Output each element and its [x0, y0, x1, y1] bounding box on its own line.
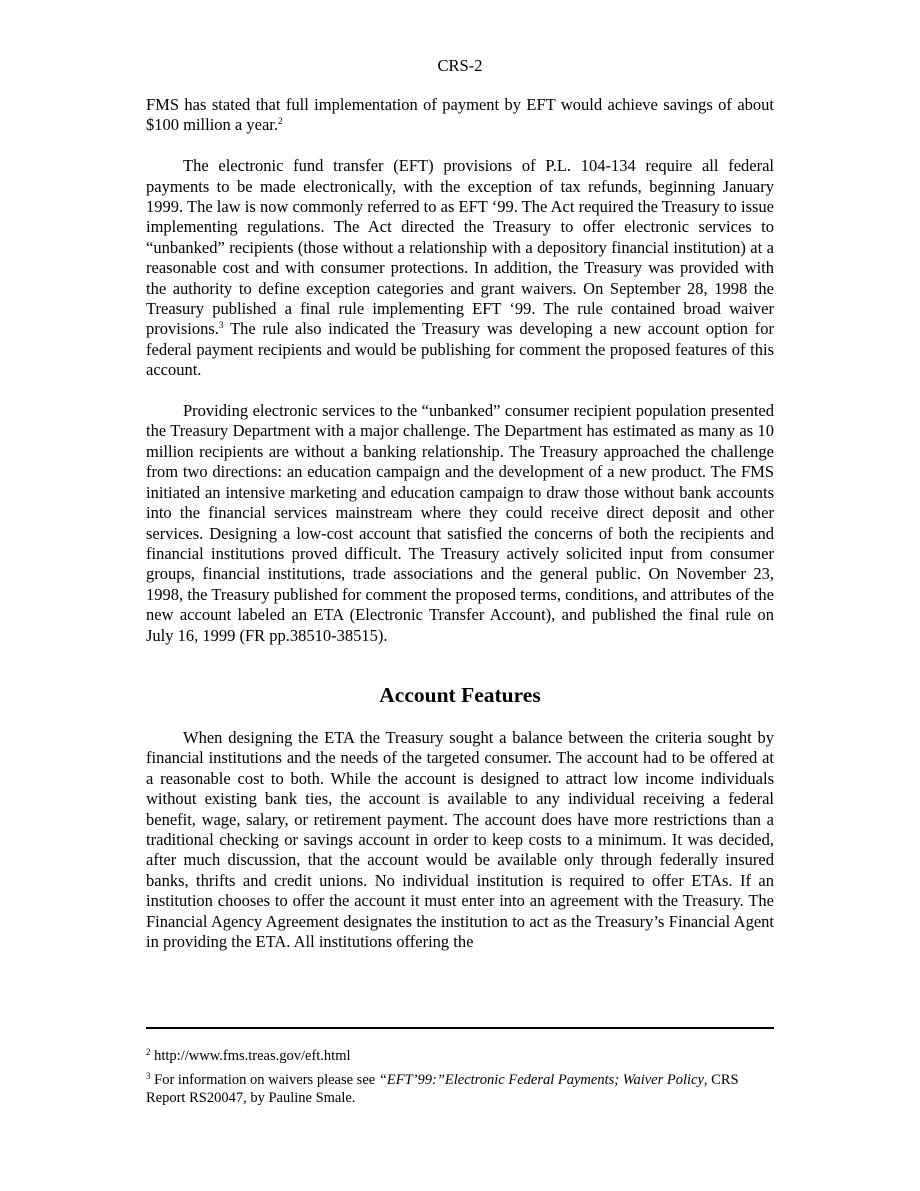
footnote-3-number: 3 — [146, 1071, 151, 1081]
paragraph-3-text: Providing electronic services to the “unbanked” consumer recipient population presented the Treasury Department with a major challenge. The Department has estimated as many as 10 million recipients are without a banking relationship. The Treasury approached the challenge from two directions: an education campaign and the development of a new product. The FMS initiated an intensive marketing and education campaign to draw those without bank accounts into the financial services mainstream where they could receive direct deposit and other services. Designing a low-cost account that satisfied the concerns of both the recipients and financial institutions proved difficult. The Treasury actively solicited input from consumer groups, financial institutions, trade associations and the general public. On November 23, 1998, the Treasury published for comment the proposed terms, conditions, and attributes of the new account labeled an ETA (Electronic Transfer Account), and published the final rule on July 16, 1999 (FR pp.38510-38515). — [146, 401, 774, 645]
body-text — [146, 95, 774, 952]
paragraph-1-text: FMS has stated that full implementation of payment by EFT would achieve savings of about $100 million a year. — [146, 95, 774, 135]
paragraph-4 — [146, 728, 774, 952]
paragraph-2-text-b: The rule also indicated the Treasury was developing a new account option for federal payment recipients and would be publishing for comment the proposed features of this account. — [146, 319, 774, 380]
footnote-3-text-before: For information on waivers please see — [150, 1072, 379, 1088]
footnotes — [146, 1047, 774, 1113]
paragraph-1 — [146, 95, 774, 136]
footnote-2-text: http://www.fms.treas.gov/eft.html — [150, 1048, 351, 1064]
paragraph-2 — [146, 156, 774, 380]
footnote-3-title: “EFT’99:”Electronic Federal Payments; Waiver Policy — [378, 1072, 704, 1088]
footnote-ref-3[interactable]: 3 — [218, 321, 224, 332]
footnote-2-number: 2 — [146, 1047, 151, 1057]
footnote-3 — [146, 1071, 774, 1107]
paragraph-4-text: When designing the ETA the Treasury sought a balance between the criteria sought by financial institutions and the needs of the targeted consumer. The account had to be offered at a reasonable cost to both. While the account is designed to attract low income individuals without existing bank ties, the account is available to any individual receiving a federal benefit, wage, salary, or retirement payment. The account does have more restrictions than a traditional checking or savings account in order to keep costs to a minimum. It was decided, after much discussion, that the account would be available only through federally insured banks, thrifts and credit unions. No individual institution is required to offer ETAs. If an institution chooses to offer the account it must enter into an agreement with the Treasury. The Financial Agency Agreement designates the institution to act as the Treasury’s Financial Agent in providing the ETA. All institutions offering the — [146, 727, 774, 951]
section-heading: Account Features — [379, 682, 541, 707]
footnote-3-text-after: , CRS Report RS20047, by Pauline Smale. — [146, 1072, 739, 1106]
page-header: CRS-2 — [437, 56, 483, 75]
footnote-divider — [146, 1027, 774, 1029]
paragraph-3 — [146, 401, 774, 646]
footnote-ref-2[interactable]: 2 — [277, 117, 283, 128]
paragraph-2-text-a: The electronic fund transfer (EFT) provisions of P.L. 104-134 require all federal payments to be made electronically, with the exception of tax refunds, beginning January 1999. The law is now commonly referred to as EFT ‘99. The Act required the Treasury to issue implementing regulations. The Act directed the Treasury to offer electronic services to “unbanked” recipients (those without a relationship with a depository financial institution) at a reasonable cost and with consumer protections. In addition, the Treasury was provided with the authority to define exception categories and grant waivers. On September 28, 1998 the Treasury published a final rule implementing EFT ‘99. The rule contained broad waiver provisions. — [146, 156, 774, 339]
footnote-2 — [146, 1047, 774, 1065]
